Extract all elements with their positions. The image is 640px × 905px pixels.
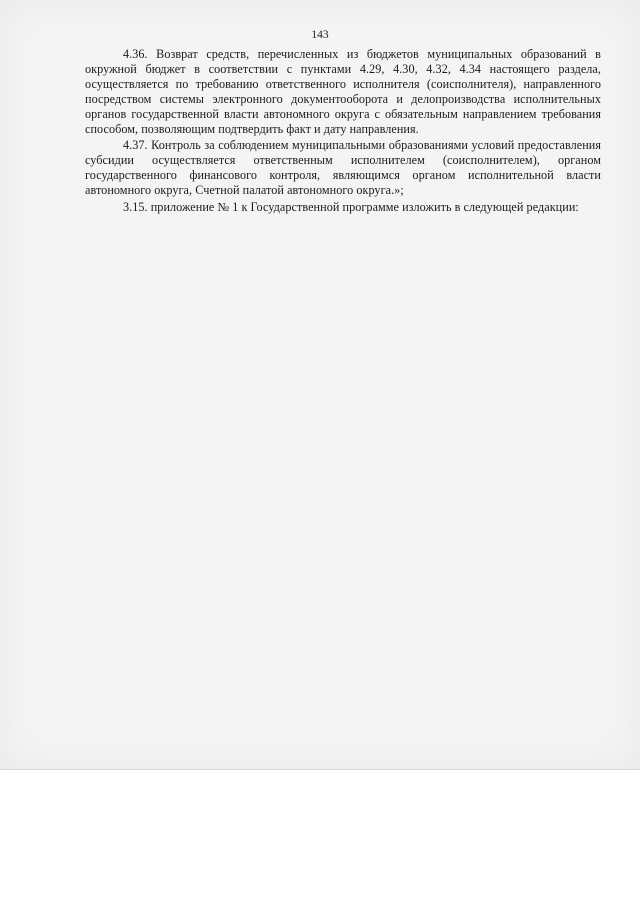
document-body	[85, 47, 601, 217]
scan-edge	[0, 769, 640, 770]
paragraph-4-36: 4.36. Возврат средств, перечисленных из бюджетов муниципальных образований в окружной бюджет в соответствии с пунктами 4.29, 4.30, 4.32, 4.34 настоящего раздела, осуществляется по требованию ответственного исполнителя (соисполнителя), направленного посредством системы электронного документооборота и делопроизводства исполнительных органов государственной власти автономного округа с обязательным направлением требования способом, позволяющим подтвердить факт и дату направления.	[85, 47, 601, 136]
page-number: 143	[311, 29, 329, 41]
paragraph-3-15: 3.15. приложение № 1 к Государственной программе изложить в следующей редакции:	[123, 200, 579, 215]
paragraph-4-37: 4.37. Контроль за соблюдением муниципальными образованиями условий предоставления субсидии осуществляется ответственным исполнителем (соисполнителем), органом государственного финансового контроля, являющимся органом исполнительной власти автономного округа, Счетной палатой автономного округа.»;	[85, 138, 601, 198]
